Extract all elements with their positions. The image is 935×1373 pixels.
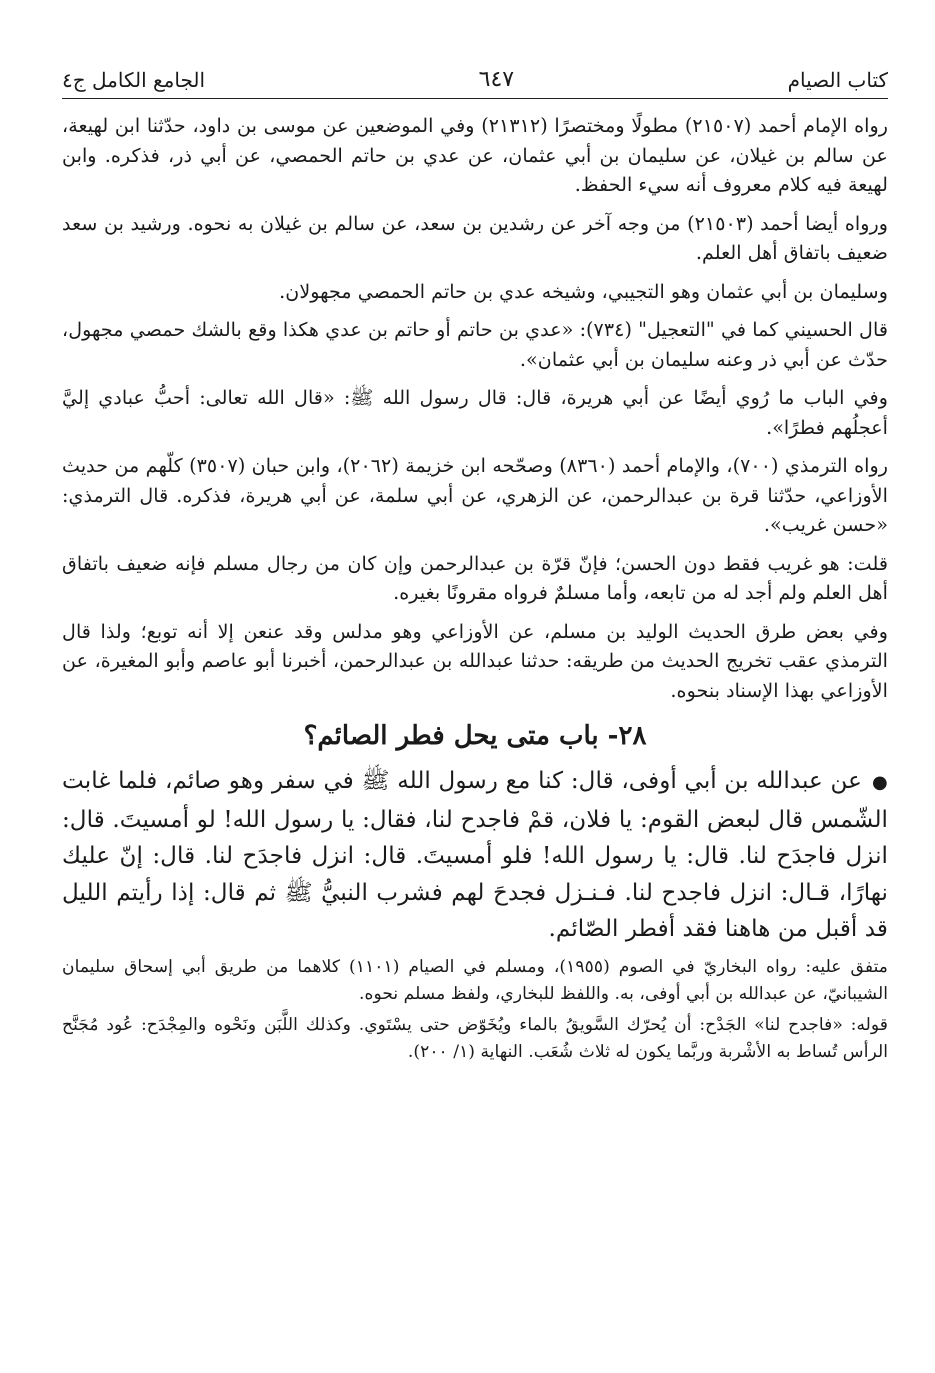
takhrij-note: متفق عليه: رواه البخاريّ في الصوم (١٩٥٥)، ومسلم في الصيام (١١٠١) كلاهما من طريق أبي إسحاق سليمان الشيبانيّ، عن عبدالله بن أبي أوفى، به. واللفظ للبخاري، ولفظ مسلم نحوه.: [62, 956, 888, 1005]
commentary-paragraph: قال الحسيني كما في "التعجيل" (٧٣٤): «عدي بن حاتم أو حاتم بن عدي هكذا وقع بالشك حمصي مجهول، حدّث عن أبي ذر وعنه سليمان بن أبي عثمان».: [62, 318, 888, 371]
book-volume-title: الجامع الكامل ج٤: [62, 68, 206, 92]
commentary-paragraph: رواه الترمذي (٧٠٠)، والإمام أحمد (٨٣٦٠) وصحّحه ابن خزيمة (٢٠٦٢)، وابن حبان (٣٥٠٧) كلّهم من حديث الأوزاعي، حدّثنا قرة بن عبدالرحمن، عن الزهري، عن أبي سلمة، عن أبي هريرة، فذكره. قال الترمذي: «حسن غريب».: [62, 454, 888, 536]
glossary-note: قوله: «فاجدح لنا» الجَدْح: أن يُحرّك السَّويقُ بالماء ويُخَوّض حتى يسْتَوي. وكذلك اللَّبَن ونَحْوه والمِجْدَح: عُود مُجَنَّح الرأس تُساط به الأشْربة وربَّما يكون له ثلاث شُعَب. النهاية (١/ ٢٠٠).: [62, 1014, 888, 1063]
book-page: [62, 52, 888, 1067]
commentary-paragraph: ورواه أيضا أحمد (٢١٥٠٣) من وجه آخر عن رشدين بن سعد، عن سالم بن غيلان به نحوه. ورشيد بن سعد ضعيف باتفاق أهل العلم.: [62, 211, 888, 264]
bullet-icon: ●: [871, 772, 888, 793]
commentary-paragraph: قلت: هو غريب فقط دون الحسن؛ فإنّ قرّة بن عبدالرحمن وإن كان من رجال مسلم فإنه ضعيف باتفاق أهل العلم ولم أجد له من تابعه، وأما مسلمٌ فرواه مقرونًا بغيره.: [62, 551, 888, 604]
running-header: [62, 52, 888, 99]
hadith-text: [62, 763, 888, 948]
commentary-paragraph: وسليمان بن أبي عثمان وهو التجيبي، وشيخه عدي بن حاتم الحمصي مجهولان.: [279, 279, 888, 303]
chapter-heading: ٢٨- باب متى يحل فطر الصائم؟: [303, 721, 647, 751]
book-section-title: كتاب الصيام: [787, 68, 888, 92]
commentary-paragraph: وفي بعض طرق الحديث الوليد بن مسلم، عن الأوزاعي وهو مدلس وقد عنعن إلا أنه توبع؛ ولذا قال الترمذي عقب تخريج الحديث من طريقه: حدثنا عبدالله بن عبدالرحمن، أخبرنا أبو عاصم وأبو المغيرة، عن الأوزاعي بهذا الإسناد بنحوه.: [62, 619, 888, 702]
page-content: [62, 99, 888, 1067]
commentary-paragraph: وفي الباب ما رُوي أيضًا عن أبي هريرة، قال: قال رسول الله ﷺ: «قال الله تعالى: أحبُّ عبادي إليَّ أعجلُهم فطرًا».: [62, 386, 888, 439]
page-number: ٦٤٧: [478, 67, 515, 92]
hadith-body: عن عبدالله بن أبي أوفى، قال: كنا مع رسول الله ﷺ في سفر وهو صائم، فلما غابت الشّمس قال لبعض القوم: يا فلان، قمْ فاجدح لنا، فقال: يا رسول الله! لو أمسيتَ. قال: انزل فاجدَح لنا. قال: يا رسول الله! فلو أمسيتَ. قال: انزل فاجدَح لنا. قال: إنّ عليك نهارًا، قـال: انزل فاجدح لنا. فـنـزل فجدحَ لهم فشرب النبيُّ ﷺ ثم قال: إذا رأيتم الليل قد أقبل من هاهنا فقد أفطر الصّائم.: [62, 767, 888, 943]
commentary-paragraph: رواه الإمام أحمد (٢١٥٠٧) مطولًا ومختصرًا (٢١٣١٢) وفي الموضعين عن موسى بن داود، حدّثنا ابن لهيعة، عن سالم بن غيلان، عن سليمان بن أبي عثمان، عن عدي بن حاتم الحمصي، عن أبي ذر، فذكره. وابن لهيعة فيه كلام معروف أنه سيء الحفظ.: [62, 114, 888, 196]
